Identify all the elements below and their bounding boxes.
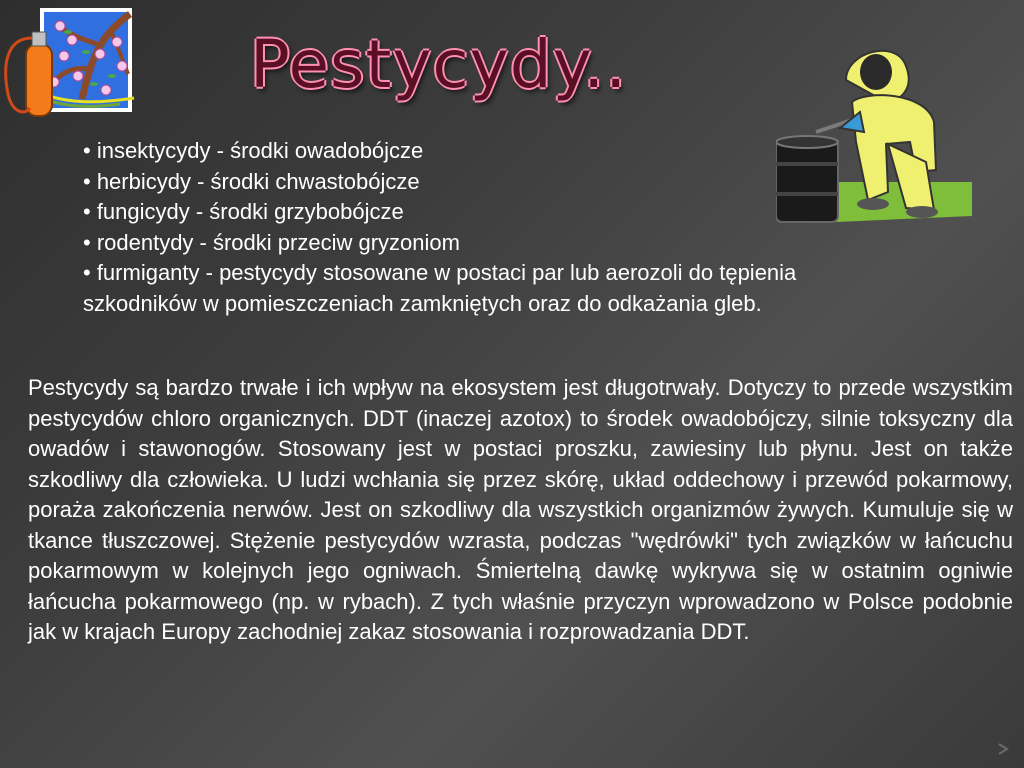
list-item: • rodentydy - środki przeciw gryzoniom: [83, 229, 460, 255]
pesticide-types-list: [83, 136, 873, 319]
next-slide-arrow-icon[interactable]: [996, 742, 1010, 756]
slide-title: Pestycydy..: [250, 26, 628, 103]
sprayer-clipart-icon: [2, 4, 138, 122]
list-item: • insektycydy - środki owadobójcze: [83, 138, 424, 163]
list-item: • herbicydy - środki chwastobójcze: [83, 168, 420, 194]
list-item: • fungicydy - środki grzybobójcze: [83, 199, 404, 224]
body-paragraph: Pestycydy są bardzo trwałe i ich wpływ na ekosystem jest długotrwały. Dotyczy to przede wszystkim pestycydów chloro organicznych. DDT (inaczej azotox) to środek owadobójczy, silnie toksyczny dla owadów i stawonogów. Stosowany jest w postaci proszku, zawiesiny lub płynu. Jest on także szkodliwy dla człowieka. U ludzi wchłania się przez skórę, układ oddechowy i przewód pokarmowy, poraża zakończenia nerwów. Jest on szkodliwy dla wszystkich organizmów żywych. Kumuluje się w tkance tłuszczowej. Stężenie pestycydów wzrasta, podczas "wędrówki" tych związków w łańcuchu pokarmowym w kolejnych jego ogniwach. Śmiertelną dawkę wykrywa się w ostatnim ogniwie łańcucha pokarmowego (np. w rybach). Z tych właśnie przyczyn wprowadzono w Polsce podobnie jak w krajach Europy zachodniej zakaz stosowania i rozprowadzania DDT.: [28, 375, 1013, 644]
list-item: • furmiganty - pestycydy stosowane w postaci par lub aerozoli do tępienia szkodników w pomieszczeniach zamkniętych oraz do odkażania gleb.: [83, 260, 797, 316]
